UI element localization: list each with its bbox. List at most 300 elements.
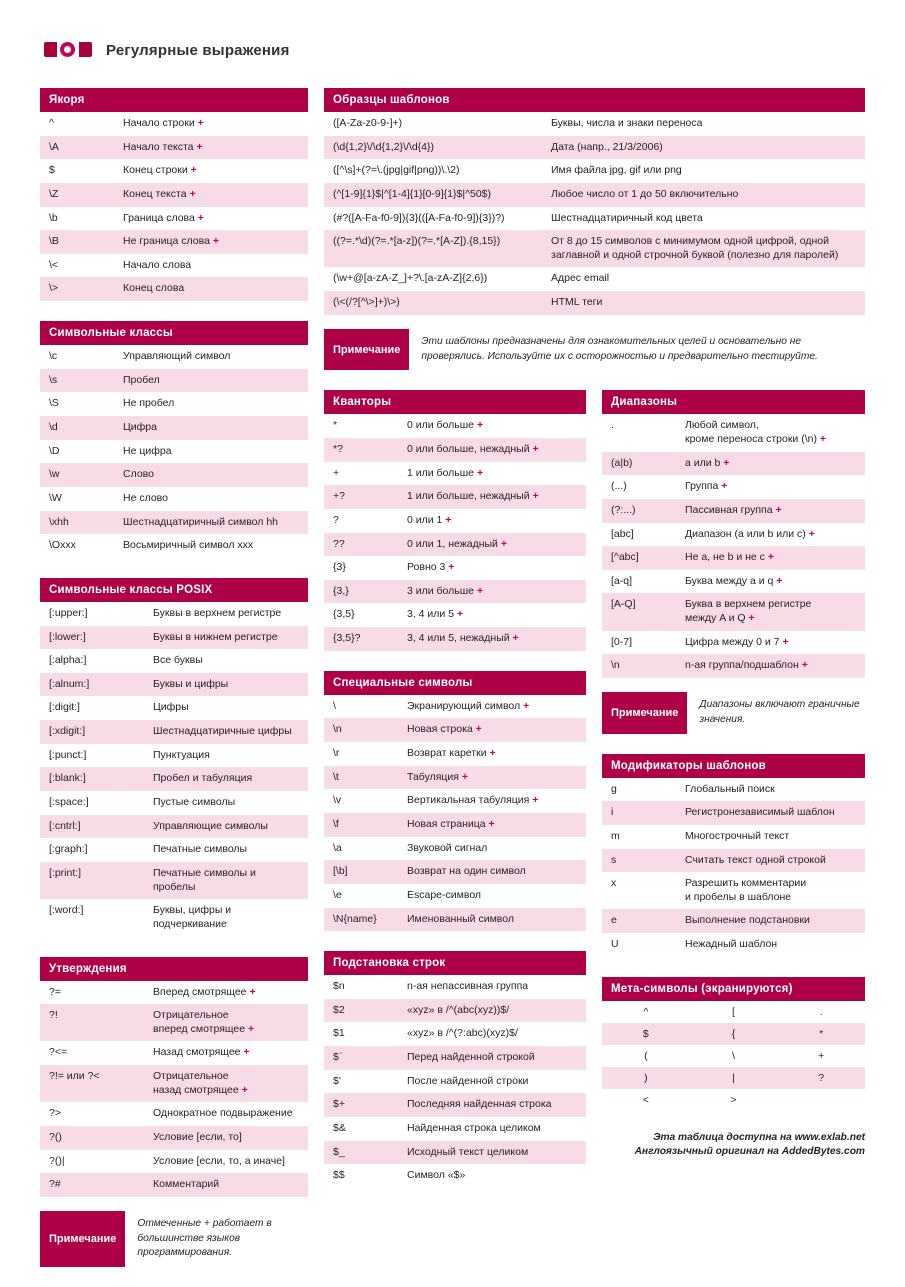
row-key: \v [324, 789, 398, 813]
table-row [324, 556, 586, 580]
row-key: (\<(/?[^\>]+)\>) [324, 291, 542, 315]
row-key: $2 [324, 999, 398, 1023]
plus-marker: + [782, 635, 789, 648]
table-anchors [40, 112, 308, 301]
section-posix [40, 578, 308, 937]
section-title-assertions: Утверждения [40, 957, 308, 981]
section-quantifiers [324, 390, 586, 650]
table-row [40, 602, 308, 626]
row-key: (\d{1,2}\/\d{1,2}\/\d{4}) [324, 136, 542, 160]
table-row [40, 791, 308, 815]
table-assertions [40, 981, 308, 1197]
row-key: [:lower:] [40, 626, 144, 650]
row-key: \> [40, 277, 114, 301]
row-key: [:alpha:] [40, 649, 144, 673]
row-value: Возврат на один символ [398, 860, 586, 884]
footer-line-2: Англоязычный оригинал на AddedBytes.com [634, 1146, 865, 1158]
plus-marker: + [248, 1022, 255, 1035]
row-value: Глобальный поиск [676, 778, 865, 802]
row-key: . [602, 414, 676, 451]
row-key: [:xdigit:] [40, 720, 144, 744]
row-value: Конец строки + [114, 159, 308, 183]
table-row [602, 570, 865, 594]
table-row [40, 838, 308, 862]
note-ranges [602, 692, 865, 734]
table-row [40, 899, 308, 936]
metachar-cell: ) [602, 1067, 690, 1089]
row-key: ((?=.*\d)(?=.*[a-z])(?=.*[A-Z]).{8,15}) [324, 230, 542, 267]
row-key: e [602, 909, 676, 933]
row-value: Шестнадцатиричный код цвета [542, 207, 865, 231]
row-value: Табуляция + [398, 766, 586, 790]
section-title-ranges: Диапазоны [602, 390, 865, 414]
table-row [40, 136, 308, 160]
section-modifiers [602, 754, 865, 957]
table-row [40, 1065, 308, 1102]
row-key: $n [324, 975, 398, 999]
row-key: [^abc] [602, 546, 676, 570]
plus-marker: + [532, 794, 539, 807]
table-row [324, 1070, 586, 1094]
row-key: \A [40, 136, 114, 160]
table-row [324, 860, 586, 884]
metachar-cell: * [777, 1023, 865, 1045]
row-value: После найденной строки [398, 1070, 586, 1094]
row-value: Экранирующий символ + [398, 695, 586, 719]
table-row [40, 626, 308, 650]
row-key: \W [40, 487, 114, 511]
plus-marker: + [488, 817, 495, 830]
row-key: \Z [40, 183, 114, 207]
table-patterns [324, 112, 865, 315]
row-key: \n [602, 654, 676, 678]
table-row [40, 1173, 308, 1197]
section-title-quantifiers: Кванторы [324, 390, 586, 414]
plus-marker: + [249, 985, 256, 998]
table-row [324, 291, 865, 315]
plus-marker: + [767, 551, 774, 564]
substitution-rows [324, 975, 586, 1188]
plus-marker: + [476, 466, 484, 479]
logo-icon [44, 38, 92, 62]
row-value: 3, 4 или 5 + [398, 603, 586, 627]
char-classes-rows [40, 345, 308, 558]
section-metachars [602, 977, 865, 1111]
row-value: 0 или 1 + [398, 509, 586, 533]
table-row [602, 825, 865, 849]
row-value: HTML теги [542, 291, 865, 315]
row-value: 3, 4 или 5, нежадный + [398, 627, 586, 651]
row-value: Буквы и цифры [144, 673, 308, 697]
table-row [324, 1117, 586, 1141]
table-row [324, 267, 865, 291]
row-key: \Oxxx [40, 534, 114, 558]
table-row [324, 999, 586, 1023]
metachar-cell: { [690, 1023, 778, 1045]
note-text: Диапазоны включают граничные значения. [699, 699, 860, 725]
section-anchors [40, 88, 308, 301]
metachar-cell: < [602, 1089, 690, 1111]
row-value: Управляющий символ [114, 345, 308, 369]
row-value: Слово [114, 463, 308, 487]
row-key: [:word:] [40, 899, 144, 936]
row-value: Имя файла jpg, gif или png [542, 159, 865, 183]
table-row [324, 1164, 586, 1188]
plus-marker: + [819, 432, 827, 445]
plus-marker: + [748, 612, 755, 625]
plus-marker: + [190, 164, 197, 177]
table-row [40, 392, 308, 416]
row-value: Условие [если, то] [144, 1126, 308, 1150]
row-value: Буквы, числа и знаки переноса [542, 112, 865, 136]
table-row [602, 933, 865, 957]
special-rows [324, 695, 586, 931]
row-key: \s [40, 369, 114, 393]
row-key: x [602, 872, 676, 909]
row-key: ?() [40, 1126, 144, 1150]
table-row [602, 414, 865, 451]
section-title-modifiers: Модификаторы шаблонов [602, 754, 865, 778]
row-value: Диапазон (a или b или c) + [676, 523, 865, 547]
row-key: g [602, 778, 676, 802]
metachar-cell [777, 1089, 865, 1111]
column-right [324, 88, 865, 1208]
row-value: Любой символ, кроме переноса строки (\n) + [676, 414, 865, 451]
row-key: [:print:] [40, 862, 144, 899]
row-key: *? [324, 438, 398, 462]
table-row [324, 813, 586, 837]
metachar-cell: ^ [602, 1001, 690, 1023]
row-key: \t [324, 766, 398, 790]
row-key: $_ [324, 1141, 398, 1165]
row-key: \a [324, 837, 398, 861]
table-row [40, 767, 308, 791]
table-row [40, 673, 308, 697]
row-key: [0-7] [602, 631, 676, 655]
table-row [324, 603, 586, 627]
row-key: ?<= [40, 1041, 144, 1065]
section-title-posix: Символьные классы POSIX [40, 578, 308, 602]
plus-marker: + [445, 513, 452, 526]
table-row [324, 580, 586, 604]
plus-marker: + [456, 608, 464, 621]
plus-marker: + [461, 770, 469, 783]
section-title-special: Специальные символы [324, 671, 586, 695]
row-value: Адрес email [542, 267, 865, 291]
table-row [324, 462, 586, 486]
table-row [324, 1141, 586, 1165]
table-row [324, 509, 586, 533]
row-value: 1 или больше, нежадный + [398, 485, 586, 509]
row-value: Группа + [676, 475, 865, 499]
row-value: Восьмиричный символ xxx [114, 534, 308, 558]
note-patterns [324, 329, 865, 371]
row-value: Управляющие символы [144, 815, 308, 839]
table-ranges [602, 414, 865, 678]
note-label: Примечание [324, 329, 409, 371]
row-key: [a-q] [602, 570, 676, 594]
plus-marker: + [241, 1083, 248, 1096]
row-key: \N{name} [324, 908, 398, 932]
plus-marker: + [512, 632, 519, 645]
table-row [40, 207, 308, 231]
row-value: Новая строка + [398, 718, 586, 742]
row-value: «xyz» в /^(abc(xyz))$/ [398, 999, 586, 1023]
row-value: 0 или 1, нежадный + [398, 533, 586, 557]
row-key: \d [40, 416, 114, 440]
row-value: Escape-символ [398, 884, 586, 908]
row-value: «xyz» в /^(?:abc)(xyz)$/ [398, 1022, 586, 1046]
row-value: Конец слова [114, 277, 308, 301]
note-label: Примечание [602, 692, 687, 734]
row-key: ?!= или ?< [40, 1065, 144, 1102]
table-row [602, 909, 865, 933]
plus-marker: + [721, 480, 728, 493]
table-row [324, 718, 586, 742]
row-key: (a|b) [602, 452, 676, 476]
row-key: \e [324, 884, 398, 908]
table-row [40, 1041, 308, 1065]
table-row [602, 593, 865, 630]
section-assertions [40, 957, 308, 1268]
table-row [324, 112, 865, 136]
row-value: Начало слова [114, 254, 308, 278]
row-value: Начало строки + [114, 112, 308, 136]
table-substitution [324, 975, 586, 1188]
table-row [40, 277, 308, 301]
row-value: Пунктуация [144, 744, 308, 768]
footer-line-1: Эта таблица доступна на www.exlab.net [653, 1131, 865, 1143]
row-key: ?> [40, 1102, 144, 1126]
row-key: U [602, 933, 676, 957]
row-value: Возврат каретки + [398, 742, 586, 766]
table-row [40, 1102, 308, 1126]
note-text: Эти шаблоны предназначены для ознакомительных целей и основательно не проверялись. Используйте их с осторожностью и предварительно тестируйте. [421, 335, 818, 362]
row-key: {3} [324, 556, 398, 580]
row-key: \xhh [40, 511, 114, 535]
table-row [602, 801, 865, 825]
row-key: * [324, 414, 398, 438]
plus-marker: + [189, 187, 196, 200]
row-value: Пробел [114, 369, 308, 393]
row-value: Начало текста + [114, 136, 308, 160]
row-value: Не пробел [114, 392, 308, 416]
plus-marker: + [500, 537, 507, 550]
assertions-rows [40, 981, 308, 1197]
table-row [40, 345, 308, 369]
row-value: n-ая непассивная группа [398, 975, 586, 999]
table-row [40, 463, 308, 487]
plus-marker: + [489, 747, 496, 760]
row-key: s [602, 849, 676, 873]
row-value: Звуковой сигнал [398, 837, 586, 861]
row-key: $` [324, 1046, 398, 1070]
row-key: \f [324, 813, 398, 837]
table-row [40, 254, 308, 278]
note-label: Примечание [40, 1211, 125, 1267]
metachar-cell: $ [602, 1023, 690, 1045]
footer-credits [602, 1131, 865, 1161]
row-key: ?()| [40, 1150, 144, 1174]
table-row [40, 981, 308, 1005]
table-row [602, 872, 865, 909]
row-value: Нежадный шаблон [676, 933, 865, 957]
row-value: Шестнадцатиричные цифры [144, 720, 308, 744]
row-value: Не граница слова + [114, 230, 308, 254]
row-value: Любое число от 1 до 50 включительно [542, 183, 865, 207]
row-key: m [602, 825, 676, 849]
table-row [324, 1093, 586, 1117]
row-value: Печатные символы [144, 838, 308, 862]
row-value: Разрешить комментарии и пробелы в шаблоне [676, 872, 865, 909]
table-row [324, 627, 586, 651]
row-key: \w [40, 463, 114, 487]
metachar-cell: ( [602, 1045, 690, 1067]
row-value: Назад смотрящее + [144, 1041, 308, 1065]
row-value: Печатные символы и пробелы [144, 862, 308, 899]
table-row [602, 654, 865, 678]
plus-marker: + [243, 1046, 250, 1059]
row-key: [:upper:] [40, 602, 144, 626]
note-text: Отмеченные + работает в большинстве языков программирования. [137, 1217, 272, 1259]
row-key: [:cntrl:] [40, 815, 144, 839]
table-row [602, 631, 865, 655]
metachar-cell: . [777, 1001, 865, 1023]
row-value: Цифра между 0 и 7 + [676, 631, 865, 655]
row-value: Не цифра [114, 440, 308, 464]
row-value: Пустые символы [144, 791, 308, 815]
section-title-metachars: Мета-символы (экранируются) [602, 977, 865, 1001]
section-ranges [602, 390, 865, 733]
section-title-char-classes: Символьные классы [40, 321, 308, 345]
row-key: $' [324, 1070, 398, 1094]
row-value: Исходный текст целиком [398, 1141, 586, 1165]
table-row [40, 440, 308, 464]
row-value: Условие [если, то, а иначе] [144, 1150, 308, 1174]
row-key: \r [324, 742, 398, 766]
posix-rows [40, 602, 308, 937]
row-key: (?:...) [602, 499, 676, 523]
table-row [324, 766, 586, 790]
table-row [324, 837, 586, 861]
table-row [324, 975, 586, 999]
row-key: {3,} [324, 580, 398, 604]
table-special [324, 695, 586, 931]
table-row [40, 815, 308, 839]
plus-marker: + [775, 503, 782, 516]
table-row [324, 207, 865, 231]
table-row [40, 1004, 308, 1041]
row-key: {3,5} [324, 603, 398, 627]
table-row [40, 511, 308, 535]
quantifiers-rows [324, 414, 586, 650]
row-value: Комментарий [144, 1173, 308, 1197]
metachar-cell: \ [690, 1045, 778, 1067]
row-key: [:blank:] [40, 767, 144, 791]
row-key: (\w+@[a-zA-Z_]+?\.[a-zA-Z]{2,6}) [324, 267, 542, 291]
section-title-substitution: Подстановка строк [324, 951, 586, 975]
metachar-cell: > [690, 1089, 778, 1111]
table-char-classes [40, 345, 308, 558]
table-posix [40, 602, 308, 937]
row-value: Найденная строка целиком [398, 1117, 586, 1141]
row-value: 0 или больше + [398, 414, 586, 438]
plus-marker: + [448, 561, 455, 574]
plus-marker: + [532, 490, 539, 503]
table-row [324, 1022, 586, 1046]
row-key: $& [324, 1117, 398, 1141]
plus-marker: + [197, 117, 204, 129]
section-char-classes [40, 321, 308, 558]
table-row [324, 159, 865, 183]
table-row [324, 414, 586, 438]
row-value: 1 или больше + [398, 462, 586, 486]
table-row [324, 1046, 586, 1070]
row-key: $ [40, 159, 114, 183]
row-key: [\b] [324, 860, 398, 884]
row-key: ? [324, 509, 398, 533]
row-key: $+ [324, 1093, 398, 1117]
row-value: Регистронезависимый шаблон [676, 801, 865, 825]
row-value: Не слово [114, 487, 308, 511]
section-special [324, 671, 586, 931]
table-row [40, 230, 308, 254]
row-value: 3 или больше + [398, 580, 586, 604]
plus-marker: + [475, 723, 482, 736]
row-key: ([^\s]+(?=\.(jpg|gif|png))\.\2) [324, 159, 542, 183]
table-row [602, 499, 865, 523]
row-value: a или b + [676, 452, 865, 476]
anchors-rows [40, 112, 308, 301]
table-row [40, 369, 308, 393]
table-row [324, 789, 586, 813]
content-columns [40, 88, 865, 1287]
row-key: ?# [40, 1173, 144, 1197]
row-key: \< [40, 254, 114, 278]
row-value: Пробел и табуляция [144, 767, 308, 791]
row-key: $1 [324, 1022, 398, 1046]
row-value: Буквы в нижнем регистре [144, 626, 308, 650]
row-value: От 8 до 15 символов с минимумом одной цифрой, одной заглавной и одной строчной буквой (полезно для паролей) [542, 230, 865, 267]
row-value: Ровно 3 + [398, 556, 586, 580]
row-key: [:alnum:] [40, 673, 144, 697]
table-row [40, 534, 308, 558]
row-key: $$ [324, 1164, 398, 1188]
metachar-cell: ? [777, 1067, 865, 1089]
row-key: (#?([A-Fa-f0-9]){3}(([A-Fa-f0-9]){3})?) [324, 207, 542, 231]
row-value: Шестнадцатиричный символ hh [114, 511, 308, 535]
row-key: i [602, 801, 676, 825]
table-row [602, 475, 865, 499]
row-key: ^ [40, 112, 114, 136]
metachar-cell: [ [690, 1001, 778, 1023]
row-key: {3,5}? [324, 627, 398, 651]
row-key: [abc] [602, 523, 676, 547]
table-row [324, 884, 586, 908]
row-key: (...) [602, 475, 676, 499]
page-header [40, 38, 865, 62]
table-row [40, 487, 308, 511]
row-key: \b [40, 207, 114, 231]
metachar-cell: | [690, 1067, 778, 1089]
row-key: ?! [40, 1004, 144, 1041]
note-assertions [40, 1211, 308, 1267]
section-substitution [324, 951, 586, 1188]
plus-marker: + [808, 527, 815, 540]
row-value: Однократное подвыражение [144, 1102, 308, 1126]
row-value: Выполнение подстановки [676, 909, 865, 933]
section-title-patterns: Образцы шаблонов [324, 88, 865, 112]
